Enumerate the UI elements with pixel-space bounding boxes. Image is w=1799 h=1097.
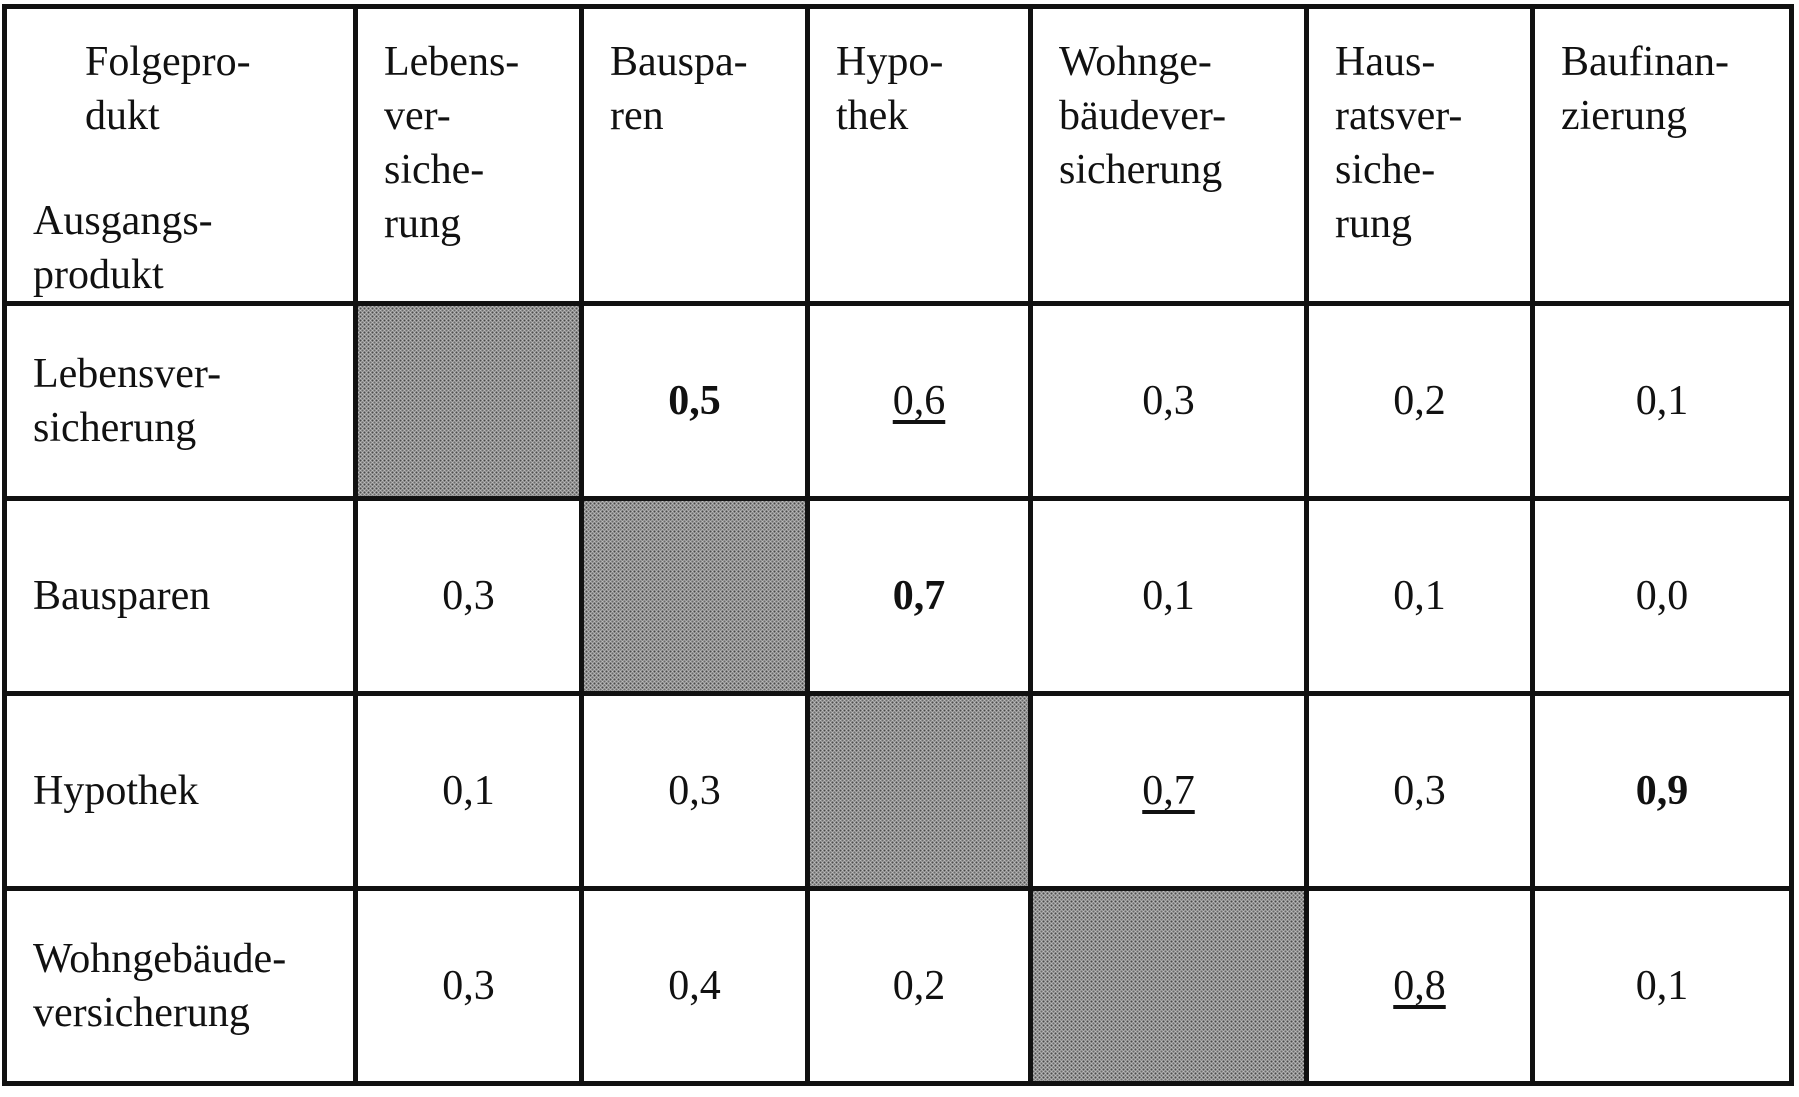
corner-cell [5, 7, 356, 304]
diagonal-shaded-cell [356, 304, 582, 499]
value-cell: 0,8 [1307, 889, 1533, 1084]
row-label: Wohngebäude- versicherung [5, 889, 356, 1084]
value-cell: 0,6 [808, 304, 1031, 499]
column-header-baufinanzierung: Baufinan- zierung [1533, 7, 1792, 304]
value-cell: 0,3 [1307, 694, 1533, 889]
column-axis-label: Folgepro- dukt [85, 39, 251, 139]
row-label: Lebensver- sicherung [5, 304, 356, 499]
value-cell: 0,1 [1031, 499, 1307, 694]
value-cell: 0,2 [1307, 304, 1533, 499]
value-cell: 0,1 [1533, 889, 1792, 1084]
diagonal-shaded-cell [808, 694, 1031, 889]
table-row-lebensversicherung [5, 304, 1792, 499]
row-label: Hypothek [5, 694, 356, 889]
diagonal-shaded-cell [1031, 889, 1307, 1084]
column-header-hypothek: Hypo- thek [808, 7, 1031, 304]
column-header-bausparen: Bauspa- ren [582, 7, 808, 304]
value-cell: 0,2 [808, 889, 1031, 1084]
row-axis-label: Ausgangs- produkt [33, 198, 213, 298]
value-cell: 0,1 [1307, 499, 1533, 694]
table-row-bausparen [5, 499, 1792, 694]
table-wrapper [2, 4, 1794, 1086]
value-cell: 0,7 [1031, 694, 1307, 889]
value-cell: 0,7 [808, 499, 1031, 694]
table-row-hypothek [5, 694, 1792, 889]
value-cell: 0,9 [1533, 694, 1792, 889]
table-row-wohngebaeudeversicherung [5, 889, 1792, 1084]
value-cell: 0,3 [356, 499, 582, 694]
diagonal-shaded-cell [582, 499, 808, 694]
value-cell: 0,5 [582, 304, 808, 499]
value-cell: 0,3 [582, 694, 808, 889]
column-header-wohngebaeudeversicherung: Wohnge- bäudever- sicherung [1031, 7, 1307, 304]
value-cell: 0,0 [1533, 499, 1792, 694]
column-header-hausratsversicherung: Haus- ratsver- siche- rung [1307, 7, 1533, 304]
value-cell: 0,3 [356, 889, 582, 1084]
header-row [5, 7, 1792, 304]
row-label: Bausparen [5, 499, 356, 694]
cross-selling-matrix [2, 4, 1794, 1086]
value-cell: 0,1 [356, 694, 582, 889]
column-header-lebensversicherung: Lebens- ver- siche- rung [356, 7, 582, 304]
value-cell: 0,4 [582, 889, 808, 1084]
value-cell: 0,1 [1533, 304, 1792, 499]
value-cell: 0,3 [1031, 304, 1307, 499]
